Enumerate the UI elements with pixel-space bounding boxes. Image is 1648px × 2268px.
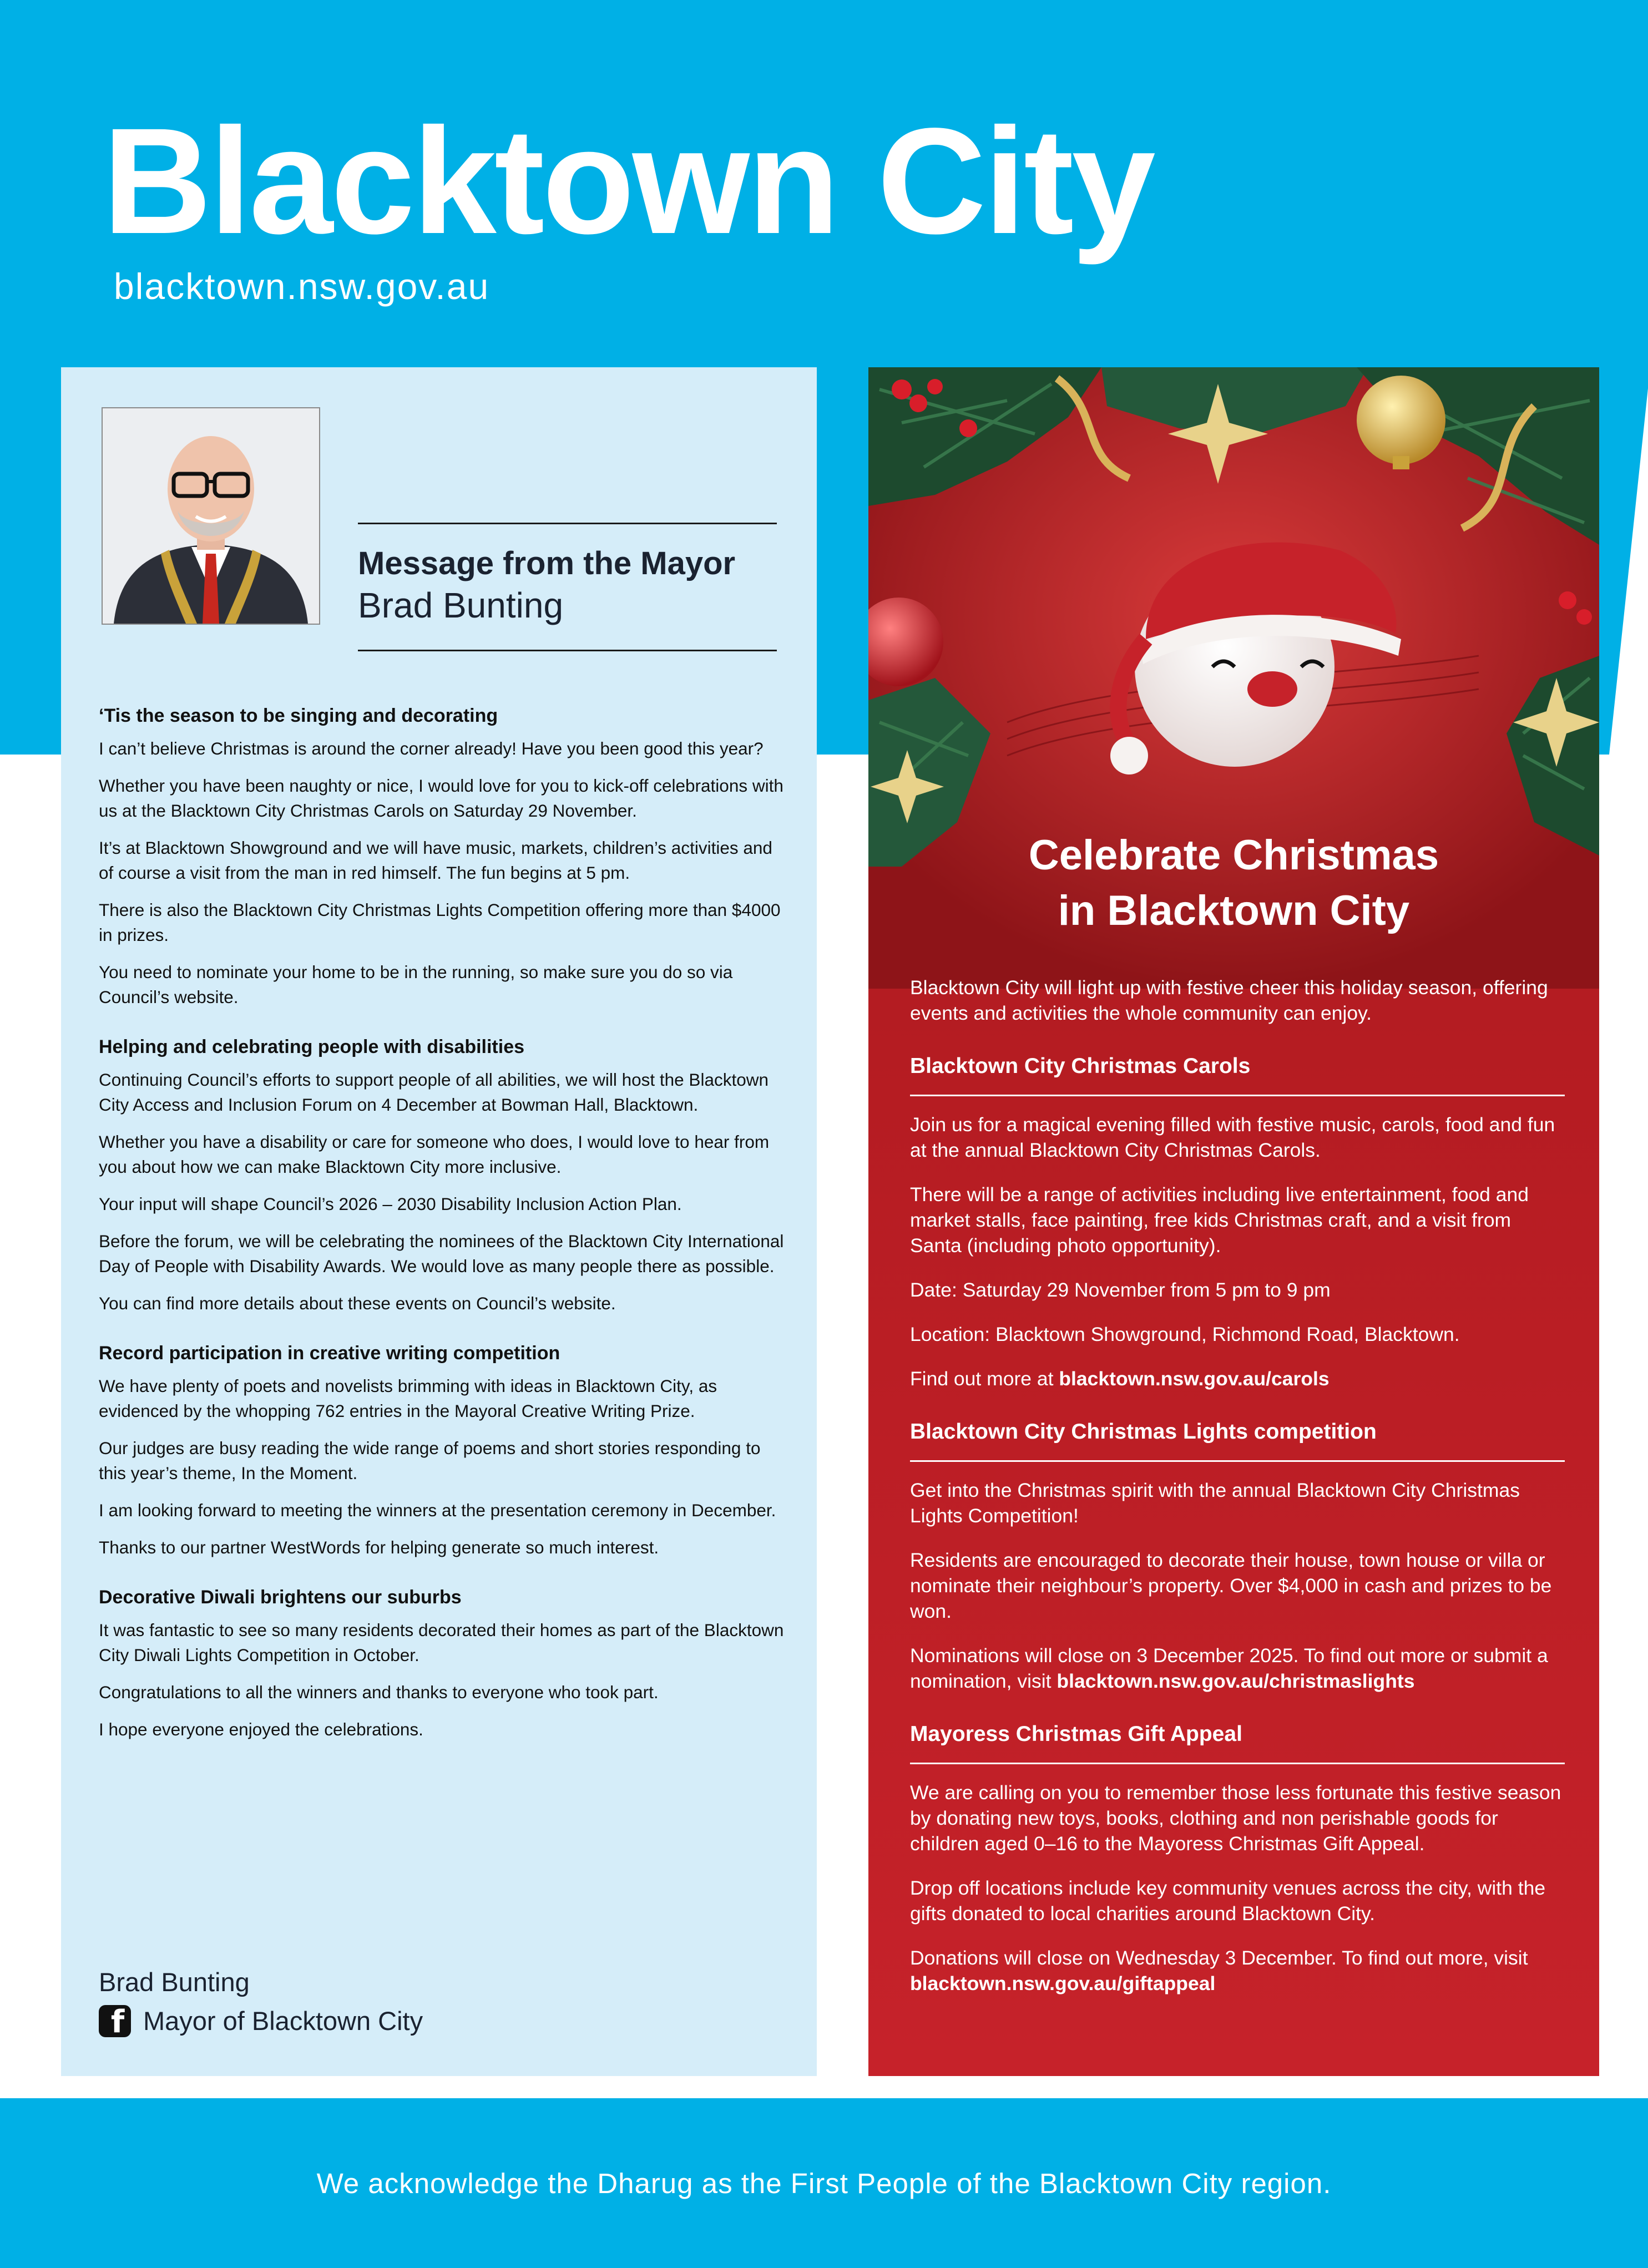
gift-p3-prefix: Donations will close on Wednesday 3 December. To find out more, visit xyxy=(910,1947,1528,1969)
signature-social[interactable] xyxy=(99,2003,423,2039)
carols-location: Location: Blacktown Showground, Richmond Road, Blacktown. xyxy=(910,1323,1460,1345)
celebrate-title xyxy=(868,828,1599,939)
gift-link[interactable]: blacktown.nsw.gov.au/giftappeal xyxy=(910,1972,1216,1994)
mayor-message-title: Message from the Mayor xyxy=(358,545,736,581)
mayor-heading xyxy=(358,523,777,651)
paragraph: It’s at Blacktown Showground and we will have music, markets, children’s activities and of course a visit from the man in red himself. The fun begins at 5 pm. xyxy=(99,838,772,883)
mayor-message-panel xyxy=(61,367,817,2076)
mayor-name: Brad Bunting xyxy=(358,585,564,625)
paragraph: Whether you have a disability or care for someone who does, I would love to hear from you about how we can make Blacktown City more inclusive. xyxy=(99,1132,770,1177)
lights-p1: Get into the Christmas spirit with the annual Blacktown City Christmas Lights Competition! xyxy=(910,1479,1520,1527)
paragraph: Thanks to our partner WestWords for helping generate so much interest. xyxy=(99,1537,659,1557)
paragraph: There is also the Blacktown City Christmas Lights Competition offering more than $4000 in prizes. xyxy=(99,900,781,945)
paragraph: I hope everyone enjoyed the celebrations. xyxy=(99,1719,423,1739)
site-url[interactable]: blacktown.nsw.gov.au xyxy=(114,266,490,307)
christmas-panel xyxy=(868,367,1599,2076)
christmas-events xyxy=(910,975,1565,2015)
signature-name: Brad Bunting xyxy=(99,1967,250,1997)
section-heading: Helping and celebrating people with disabilities xyxy=(99,1036,525,1057)
carols-p1: Join us for a magical evening filled with festive music, carols, food and fun at the annual Blacktown City Christmas Carols. xyxy=(910,1113,1555,1161)
brand-logo: Blacktown City xyxy=(103,97,1154,265)
acknowledgement: We acknowledge the Dharug as the First People of the Blacktown City region. xyxy=(316,2167,1332,2199)
lights-p2: Residents are encouraged to decorate their house, town house or villa or nominate their neighbour’s property. Over $4,000 in cash and prizes to be won. xyxy=(910,1549,1552,1622)
section-heading: Decorative Diwali brightens our suburbs xyxy=(99,1587,462,1608)
paragraph: Our judges are busy reading the wide range of poems and short stories responding to this year’s theme, In the Moment. xyxy=(99,1438,761,1483)
paragraph: Before the forum, we will be celebrating the nominees of the Blacktown City International Day of People with Disability Awards. We would love as many people there as possible. xyxy=(99,1231,784,1276)
section-heading: ‘Tis the season to be singing and decorating xyxy=(99,705,498,726)
paragraph: You can find more details about these events on Council’s website. xyxy=(99,1293,616,1313)
mayor-letter xyxy=(99,703,787,1754)
paragraph: Continuing Council’s efforts to support people of all abilities, we will host the Blacktown City Access and Inclusion Forum on 4 December at Bowman Hall, Blacktown. xyxy=(99,1070,769,1115)
carols-link[interactable]: blacktown.nsw.gov.au/carols xyxy=(1059,1368,1329,1390)
christmas-intro: Blacktown City will light up with festive cheer this holiday season, offering events and activities the whole community can enjoy. xyxy=(910,976,1548,1024)
carols-p2: There will be a range of activities including live entertainment, food and market stalls, face painting, free kids Christmas craft, and a visit from Santa (including photo opportunity). xyxy=(910,1183,1529,1257)
signature-title: Mayor of Blacktown City xyxy=(143,2006,423,2036)
celebrate-title-line1: Celebrate Christmas xyxy=(1028,832,1439,879)
mayor-photo-icon xyxy=(103,408,319,624)
paragraph: I am looking forward to meeting the winners at the presentation ceremony in December. xyxy=(99,1500,776,1520)
paragraph: Congratulations to all the winners and thanks to everyone who took part. xyxy=(99,1682,659,1702)
paragraph: You need to nominate your home to be in the running, so make sure you do so via Council’s website. xyxy=(99,962,733,1007)
lights-link[interactable]: blacktown.nsw.gov.au/christmaslights xyxy=(1056,1670,1415,1692)
section-heading: Record participation in creative writing competition xyxy=(99,1343,560,1364)
lights-p3 xyxy=(910,1643,1565,1694)
carols-date: Date: Saturday 29 November from 5 pm to 9 pm xyxy=(910,1279,1331,1301)
gift-p3 xyxy=(910,1945,1565,1996)
paragraph: I can’t believe Christmas is around the corner already! Have you been good this year? xyxy=(99,738,764,758)
paragraph: Your input will shape Council’s 2026 – 2030 Disability Inclusion Action Plan. xyxy=(99,1194,682,1214)
celebrate-title-line2: in Blacktown City xyxy=(1058,887,1410,934)
mayor-signature xyxy=(99,1964,423,2039)
paragraph: Whether you have been naughty or nice, I would love for you to kick-off celebrations with us at the Blacktown City Christmas Carols on Saturday 29 November. xyxy=(99,776,783,821)
gift-p2: Drop off locations include key community venues across the city, with the gifts donated to local charities around Blacktown City. xyxy=(910,1877,1546,1925)
lights-p3-prefix: Nominations will close on 3 December 2025. To find out more or submit a nomination, visit xyxy=(910,1644,1548,1692)
paragraph: It was fantastic to see so many residents decorated their homes as part of the Blacktown City Diwali Lights Competition in October. xyxy=(99,1620,784,1665)
gift-heading: Mayoress Christmas Gift Appeal xyxy=(910,1720,1565,1764)
paragraph: We have plenty of poets and novelists brimming with ideas in Blacktown City, as evidenced by the whopping 762 entries in the Mayoral Creative Writing Prize. xyxy=(99,1376,717,1421)
gift-p1: We are calling on you to remember those less fortunate this festive season by donating new toys, books, clothing and non perishable goods for children aged 0–16 to the Mayoress Christmas Gift Appeal. xyxy=(910,1781,1561,1855)
carols-more xyxy=(910,1366,1565,1391)
carols-heading: Blacktown City Christmas Carols xyxy=(910,1052,1565,1096)
mayor-portrait xyxy=(102,407,320,625)
carols-more-prefix: Find out more at xyxy=(910,1368,1059,1390)
lights-heading: Blacktown City Christmas Lights competition xyxy=(910,1418,1565,1462)
facebook-icon[interactable]: f xyxy=(99,2005,131,2037)
footer xyxy=(0,2098,1648,2268)
